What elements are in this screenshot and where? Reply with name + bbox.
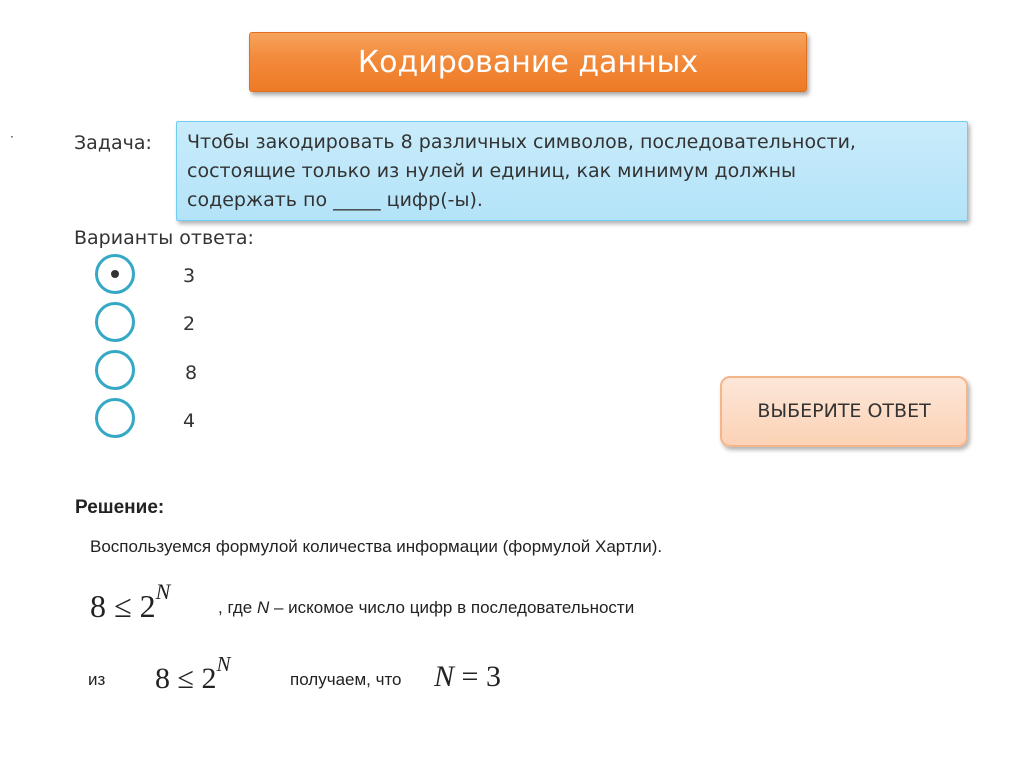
task-line: состоящие только из нулей и единиц, как минимум должны (187, 160, 796, 182)
radio-option-3[interactable] (95, 350, 135, 390)
option-label: 4 (183, 410, 196, 432)
task-box (176, 121, 968, 221)
solution-heading: Решение: (75, 497, 165, 518)
stray-mark: · (10, 130, 14, 144)
radio-option-1[interactable] (95, 254, 135, 294)
formula-note: , где N – искомое число цифр в последовательности (218, 598, 635, 617)
formula-hartley-repeat: $8 \le 2^N$ (155, 652, 231, 695)
page-title: Кодирование данных (249, 32, 807, 92)
solution-intro: Воспользуемся формулой количества информации (формулой Хартли). (90, 537, 663, 556)
formula-result: N = 3 (434, 660, 501, 693)
submit-answer-button[interactable]: ВЫБЕРИТЕ ОТВЕТ (720, 376, 968, 447)
option-label: 8 (185, 362, 198, 384)
variants-label: Варианты ответа: (74, 227, 254, 249)
radio-option-2[interactable] (95, 302, 135, 342)
task-line: Чтобы закодировать 8 различных символов, последовательности, (187, 131, 856, 153)
option-label: 2 (183, 313, 196, 335)
task-label: Задача: (74, 132, 152, 154)
radio-option-4[interactable] (95, 398, 135, 438)
formula-hartley: $8 \le 2^N$ (90, 579, 171, 624)
task-line: содержать по _____ цифр(-ы). (187, 189, 483, 211)
option-label: 3 (183, 265, 196, 287)
radio-selected-dot (111, 270, 119, 278)
from-label: из (88, 670, 106, 689)
get-label: получаем, что (290, 670, 402, 689)
